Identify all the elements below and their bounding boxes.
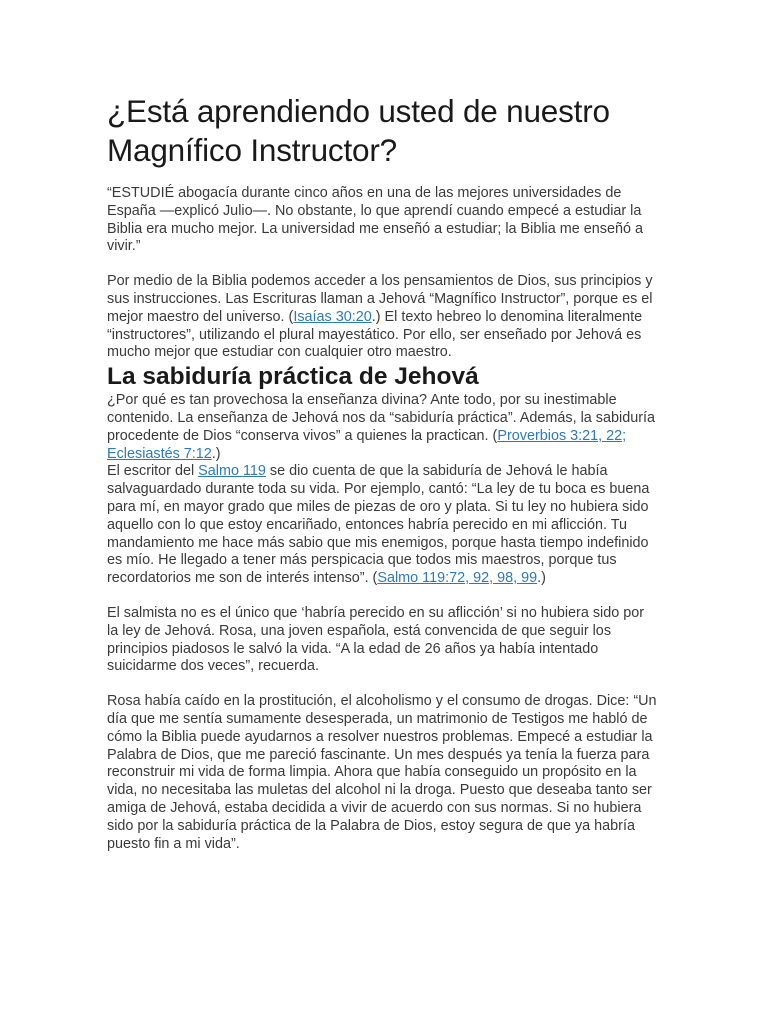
paragraph-wisdom <box>107 392 659 463</box>
scripture-link-proverbios[interactable]: Proverbios 3:21, 22; Eclesiastés 7:12 <box>107 427 627 462</box>
paragraph-psalm <box>107 463 659 588</box>
intro-paragraph: “ESTUDIÉ abogacía durante cinco años en una de las mejores universidades de España —explicó Julio—. No obstante, lo que aprendí cuando empecé a estudiar la Biblia era mucho mejor. La universidad me enseñó a estudiar; la Biblia me enseñó a vivir.” <box>107 185 643 255</box>
paragraph-text: Por medio de la Biblia podemos acceder a los pensamientos de Dios, sus principios y sus instrucciones. Las Escrituras llaman a Jehová “Magnífico Instructor”, porque es el mejor maestro del universo. ( <box>107 273 653 325</box>
scripture-link-salmo-119[interactable]: Salmo 119 <box>198 463 266 480</box>
paragraph-text: .) El texto hebreo lo denomina literalmente “instructores”, utilizando el plural mayestático. Por ello, ser enseñado por Jehová es mucho mejor que estudiar con cualquier otro maestro. <box>107 308 643 361</box>
paragraph-text: .) <box>537 570 546 587</box>
paragraph-text: .) <box>211 445 221 462</box>
paragraph-text: se dio cuenta de que la sabiduría de Jehová le había salvaguardado durante toda su vida. Por ejemplo, cantó: “La ley de tu boca es buena para mí, en mayor grado que miles de piezas de oro y plata. Si tu ley no hubiera sido aquello con lo que estoy encariñado, entonces habría perecido en mi aflicción. Tu mandamiento me hace más sabio que mis enemigos, porque hasta tiempo indefinido es mío. He llegado a tener más perspicacia que todos mis maestros, porque tus recordatorios me son de interés intenso”. ( <box>107 463 650 587</box>
paragraph-text: El escritor del <box>107 463 199 480</box>
paragraph-rosa-story: Rosa había caído en la prostitución, el alcoholismo y el consumo de drogas. Dice: “Un día que me sentía sumamente desesperada, un matrimonio de Testigos me habló de cómo la Biblia puede ayudarnos a resolver nuestros problemas. Empecé a estudiar la Palabra de Dios, que me pareció fascinante. Un mes después ya tenía la fuerza para reconstruir mi vida de forma limpia. Ahora que había conseguido un propósito en la vida, no necesitaba las muletas del alcohol ni la droga. Puesto que deseaba tanto ser amiga de Jehová, estaba decidida a vivir de acuerdo con sus normas. Si no hubiera sido por la sabiduría práctica de la Palabra de Dios, estoy segura de que ya habría puesto fin a mi vida”. <box>107 693 657 852</box>
paragraph-instructor <box>107 273 659 362</box>
article-content <box>107 92 659 853</box>
article-title: ¿Está aprendiendo usted de nuestro Magnífico Instructor? <box>107 93 610 168</box>
scripture-link-isaias[interactable]: Isaías 30:20 <box>293 308 372 325</box>
scripture-link-salmo-119-verses[interactable]: Salmo 119:72, 92, 98, 99 <box>377 570 538 587</box>
section-heading: La sabiduría práctica de Jehová <box>107 363 479 391</box>
paragraph-rosa-intro: El salmista no es el único que ‘habría perecido en su aflicción’ si no hubiera sido por la ley de Jehová. Rosa, una joven española, está convencida de que seguir los principios piadosos le salvó la vida. “A la edad de 26 años ya había intentado suicidarme dos veces”, recuerda. <box>107 604 645 675</box>
paragraph-text: ¿Por qué es tan provechosa la enseñanza divina? Ante todo, por su inestimable contenido. La enseñanza de Jehová nos da “sabiduría práctica”. Además, la sabiduría procedente de Dios “conserva vivos” a quienes la practican. ( <box>107 392 655 444</box>
